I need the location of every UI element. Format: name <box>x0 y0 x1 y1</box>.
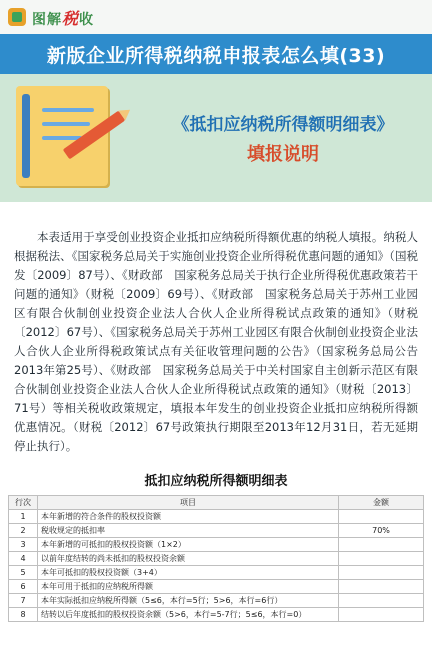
hero-banner <box>0 74 432 202</box>
top-bar <box>0 0 432 34</box>
row-amount <box>339 566 424 580</box>
row-item: 本年实际抵扣应纳税所得额（5≤6，本行=5行；5>6，本行=6行） <box>38 594 339 608</box>
row-number: 4 <box>9 552 38 566</box>
table-row <box>9 580 424 594</box>
row-amount <box>339 510 424 524</box>
header-item: 项目 <box>38 496 339 510</box>
table-row <box>9 524 424 538</box>
row-amount <box>339 538 424 552</box>
row-number: 7 <box>9 594 38 608</box>
logo-accent: 税 <box>62 8 80 28</box>
row-amount: 70% <box>339 524 424 538</box>
row-amount <box>339 608 424 622</box>
row-amount <box>339 580 424 594</box>
hero-subtitle: 填报说明 <box>247 144 319 165</box>
row-item: 本年新增的可抵扣的股权投资额（1×2） <box>38 538 339 552</box>
header-amount: 金额 <box>339 496 424 510</box>
logo-primary: 图解 <box>32 11 62 28</box>
table-row <box>9 594 424 608</box>
logo <box>32 6 94 29</box>
hero-title: 《抵扣应纳税所得额明细表》 <box>172 115 394 135</box>
row-number: 8 <box>9 608 38 622</box>
header-row-num: 行次 <box>9 496 38 510</box>
body-paragraph: 本表适用于享受创业投资企业抵扣应纳税所得额优惠的纳税人填报。纳税人根据税法、《国家税务总局关于实施创业投资企业所得税优惠问题的通知》（国税发〔2009〕87号）、《财政部 国家税务总局关于执行企业所得税优惠政策若干问题的通知》（财税〔2009〕69号）、《财政部 国家税务总局关于苏州工业园区有限合伙制创业投资企业法人合伙人企业所得税试点政策的通知》（财税〔2012〕67号）、《国家税务总局关于苏州工业园区有限合伙制创业投资企业法人合伙人企业所得税政策试点有关征收管理问题的公告》（国家税务总局公告2013年第25号）、《财政部 国家税务总局关于中关村国家自主创新示范区有限合伙制创业投资企业法人合伙人企业所得税试点政策的通知》（财税〔2013〕71号）等相关税收政策规定，填报本年发生的创业投资企业抵扣应纳税所得额优惠情况。（财税〔2012〕67号政策执行期限至2013年12月31日，若无延期停止执行）。 <box>14 230 418 453</box>
row-amount <box>339 594 424 608</box>
table-row <box>9 552 424 566</box>
row-number: 3 <box>9 538 38 552</box>
table-row <box>9 538 424 552</box>
row-item: 本年可抵扣的股权投资额（3+4） <box>38 566 339 580</box>
row-number: 6 <box>9 580 38 594</box>
table-row <box>9 608 424 622</box>
page-title: 新版企业所得税纳税申报表怎么填(33) <box>0 34 432 74</box>
row-amount <box>339 552 424 566</box>
table-wrapper <box>8 495 424 622</box>
row-item: 本年新增的符合条件的股权投资额 <box>38 510 339 524</box>
row-item: 以前年度结转的尚未抵扣的股权投资余额 <box>38 552 339 566</box>
row-number: 1 <box>9 510 38 524</box>
table-row <box>9 510 424 524</box>
table-row <box>9 566 424 580</box>
row-item: 本年可用于抵扣的应纳税所得额 <box>38 580 339 594</box>
row-number: 2 <box>9 524 38 538</box>
row-item: 税收规定的抵扣率 <box>38 524 339 538</box>
deduction-table <box>8 495 424 622</box>
row-number: 5 <box>9 566 38 580</box>
logo-icon <box>8 8 26 26</box>
table-header-row <box>9 496 424 510</box>
logo-suffix: 收 <box>79 11 95 28</box>
table-title: 抵扣应纳税所得额明细表 <box>144 474 288 489</box>
row-item: 结转以后年度抵扣的股权投资余额（5>6，本行=5-7行；5≤6，本行=0） <box>38 608 339 622</box>
